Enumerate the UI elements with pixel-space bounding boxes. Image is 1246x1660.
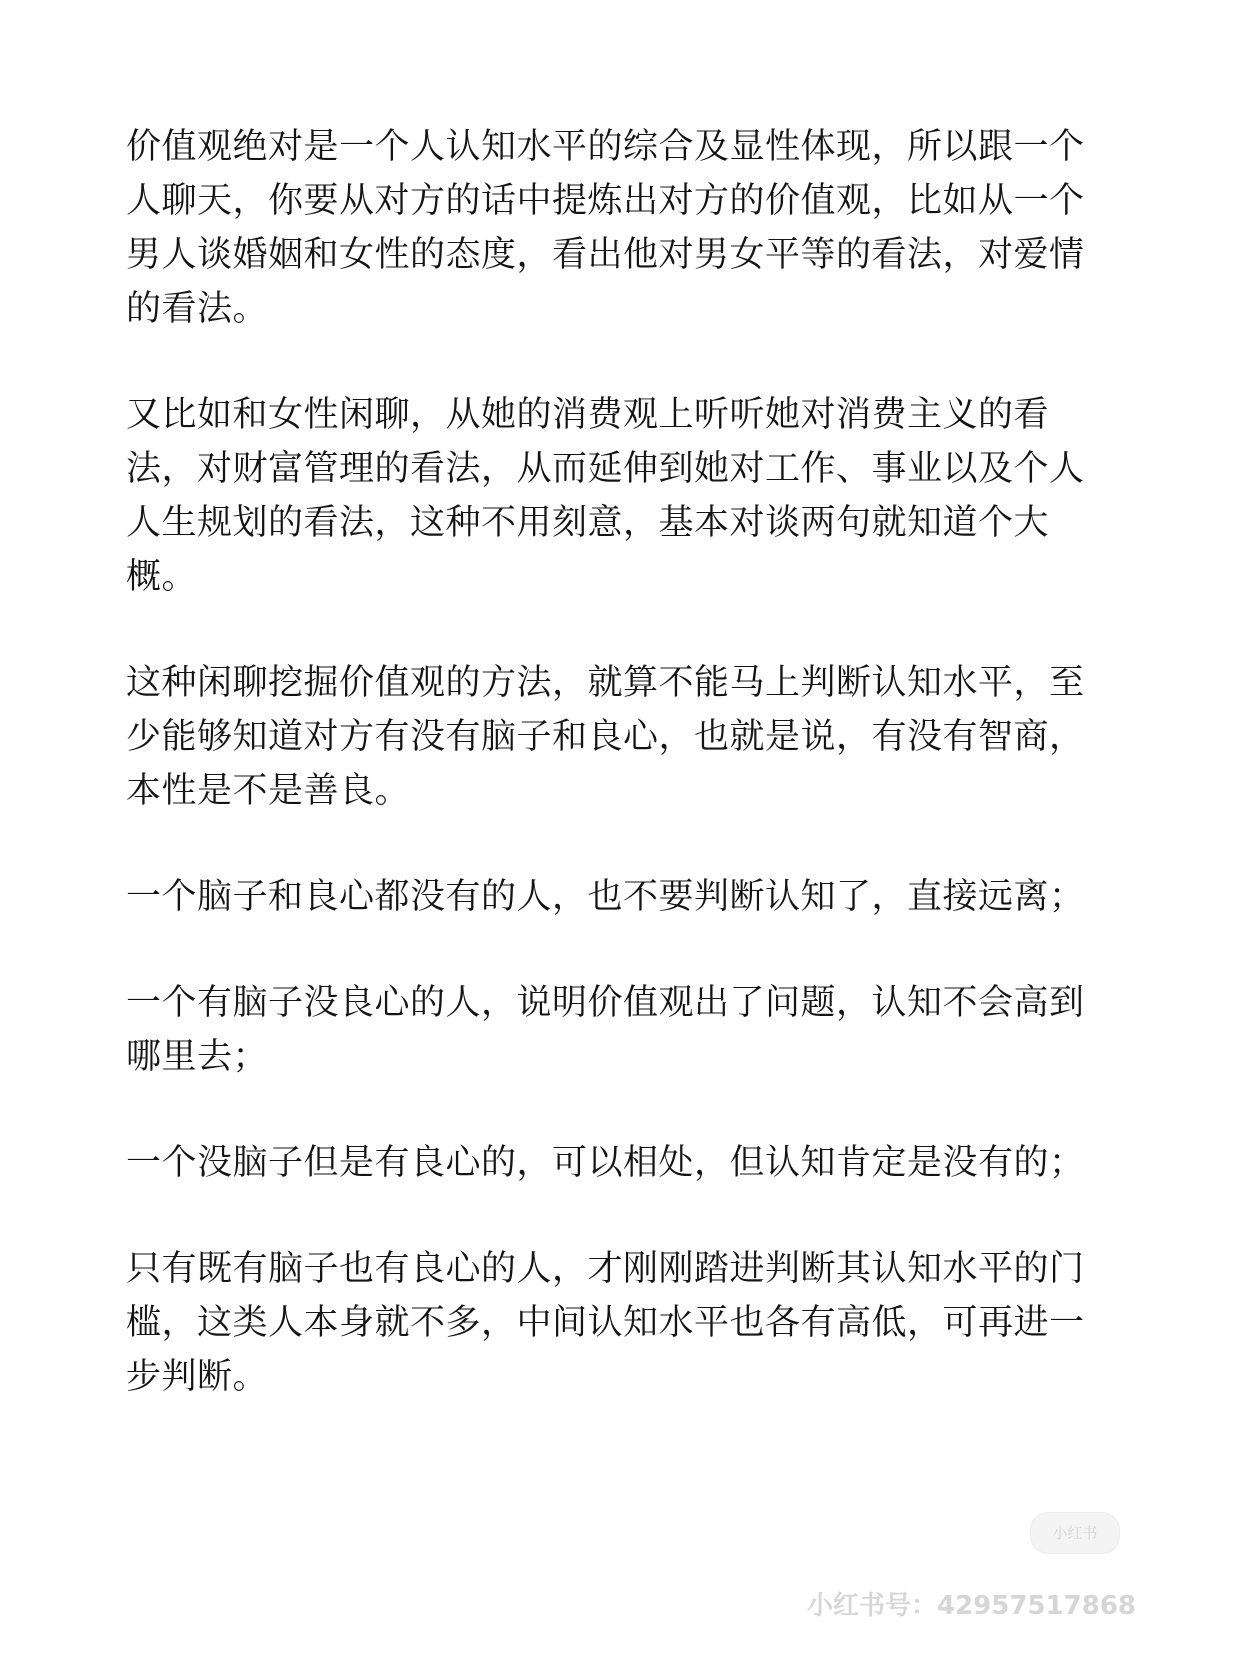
paragraph-3: 这种闲聊挖掘价值观的方法，就算不能马上判断认知水平，至少能够知道对方有没有脑子和良心，也就是说，有没有智商，本性是不是善良。	[126, 663, 1085, 811]
watermark-logo: 小红书	[1030, 1512, 1120, 1554]
paragraph-1: 价值观绝对是一个人认知水平的综合及显性体现，所以跟一个人聊天，你要从对方的话中提炼出对方的价值观，比如从一个男人谈婚姻和女性的态度，看出他对男女平等的看法，对爱情的看法。	[126, 127, 1085, 329]
paragraph-4: 一个脑子和良心都没有的人，也不要判断认知了，直接远离；	[126, 877, 1085, 917]
article-body	[126, 120, 1086, 1456]
watermark-account-id: 小红书号：42957517868	[807, 1591, 1136, 1621]
paragraph-5: 一个有脑子没良心的人，说明价值观出了问题，认知不会高到哪里去；	[126, 983, 1085, 1077]
watermark	[807, 1512, 1136, 1622]
paragraph-7: 只有既有脑子也有良心的人，才刚刚踏进判断其认知水平的门槛，这类人本身就不多，中间认知水平也各有高低，可再进一步判断。	[126, 1249, 1085, 1397]
paragraph-2: 又比如和女性闲聊，从她的消费观上听听她对消费主义的看法，对财富管理的看法，从而延伸到她对工作、事业以及个人人生规划的看法，这种不用刻意，基本对谈两句就知道个大概。	[126, 395, 1085, 597]
paragraph-6: 一个没脑子但是有良心的，可以相处，但认知肯定是没有的；	[126, 1143, 1085, 1183]
